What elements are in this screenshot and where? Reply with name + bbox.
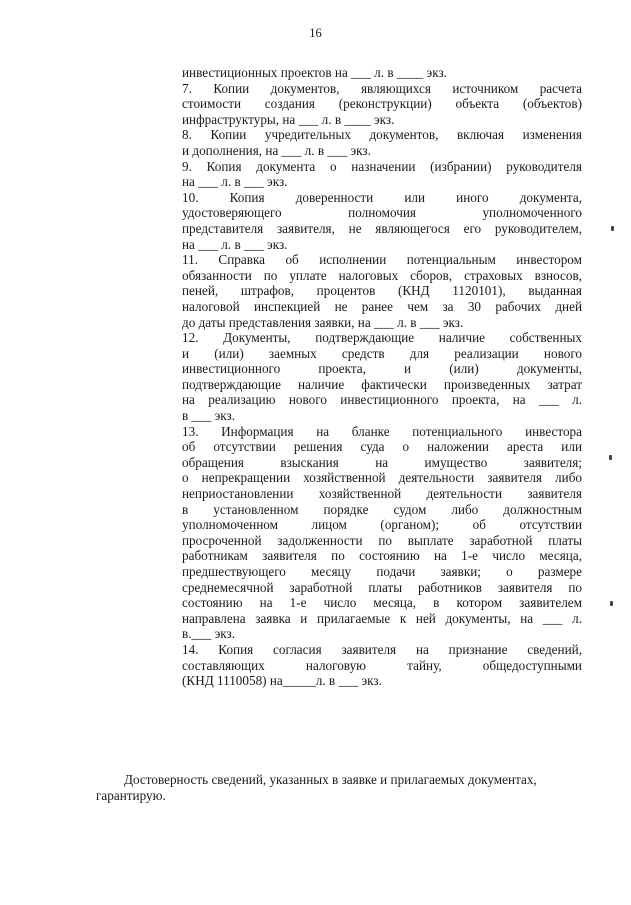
list-item-line: в.___ экз. [182, 626, 236, 642]
closing-line-1: Достоверность сведений, указанных в заявке и прилагаемых документах, [124, 772, 537, 787]
list-item-line: на реализацию нового инвестиционного проекта, на ___ л. [182, 392, 582, 408]
list-item-line: 10. Копия доверенности или иного документа, [182, 189, 582, 205]
list-item [182, 330, 582, 424]
list-item-line: в установленном порядке судом либо должностным [182, 501, 582, 517]
list-item-line: инфраструктуры, на ___ л. в ____ экз. [182, 111, 395, 127]
list-item-line: представителя заявителя, не являющегося его руководителем, [182, 220, 582, 236]
list-item-line: неприостановлении хозяйственной деятельности заявителя [182, 486, 582, 502]
list-item-line: 12. Документы, подтверждающие наличие собственных [182, 330, 582, 346]
closing-statement [96, 772, 596, 804]
list-item-line: и дополнения, на ___ л. в ___ экз. [182, 142, 371, 158]
list-item-line: состоянию на 1-е число месяца, в котором заявителем [182, 595, 582, 611]
list-item-line: пеней, штрафов, процентов (КНД 1120101), выданная [182, 283, 582, 299]
list-item-line: инвестиционных проектов на ___ л. в ____ экз. [182, 65, 447, 80]
list-item-line: работникам заявителя по состоянию на 1-е число месяца, [182, 548, 582, 564]
list-item-line: удостоверяющего полномочия уполномоченного [182, 205, 582, 221]
list-item-line: уполномоченном лицом (органом); об отсутствии [182, 517, 582, 533]
list-item-line: инвестиционного проекта, и (или) документы, [182, 361, 582, 377]
list-item-line: предшествующего месяцу подачи заявки; о размере [182, 564, 582, 579]
list-item-line: направлена заявка и прилагаемые к ней документы, на ___ л. [182, 610, 582, 626]
list-item-line: и (или) заемных средств для реализации нового [182, 345, 582, 361]
list-item-line: на ___ л. в ___ экз. [182, 236, 288, 252]
list-item-line: 11. Справка об исполнении потенциальным инвестором [182, 252, 582, 268]
list-item-line: обращения взыскания на имущество заявителя; [182, 454, 582, 470]
list-item-line: налоговой инспекцией не ранее чем за 30 рабочих дней [182, 298, 582, 314]
list-item-line: просроченной задолженности по выплате заработной платы [182, 532, 582, 548]
list-item-line: обязанности по уплате налоговых сборов, страховых взносов, [182, 267, 582, 283]
list-item-line: (КНД 1110058) на_____л. в ___ экз. [182, 673, 382, 689]
scan-speck [611, 226, 614, 231]
list-item [182, 642, 582, 689]
list-item [182, 159, 582, 190]
list-item-line: 8. Копии учредительных документов, включая изменения [182, 127, 582, 143]
page-number: 16 [309, 26, 322, 40]
list-item-line: 13. Информация на бланке потенциального инвестора [182, 423, 582, 439]
list-item-line: 14. Копия согласия заявителя на признание сведений, [182, 641, 582, 657]
list-item-line: об отсутствии решения суда о наложении ареста или [182, 439, 582, 455]
list-item-line: составляющих налоговую тайну, общедоступными [182, 657, 582, 673]
list-item-line: на ___ л. в ___ экз. [182, 174, 288, 190]
list-item-line: в ___ экз. [182, 408, 236, 424]
list-item [182, 127, 582, 158]
list-item [182, 65, 582, 81]
scan-speck [609, 455, 612, 460]
list-item [182, 424, 582, 642]
list-item-line: подтверждающие наличие фактически произведенных затрат [182, 376, 582, 392]
scan-speck [610, 601, 613, 606]
list-item-line: до даты представления заявки, на ___ л. в ___ экз. [182, 314, 464, 330]
list-item [182, 252, 582, 330]
closing-line-2: гарантирую. [96, 788, 166, 803]
document-list [182, 65, 582, 689]
list-item-line: 9. Копия документа о назначении (избрании) руководителя [182, 158, 582, 174]
list-item [182, 190, 582, 252]
list-item-line: стоимости создания (реконструкции) объекта (объектов) [182, 96, 582, 112]
list-item-line: о непрекращении хозяйственной деятельности заявителя либо [182, 470, 582, 486]
list-item-line: среднемесячной заработной платы работников заявителя по [182, 579, 582, 595]
list-item-line: 7. Копии документов, являющихся источником расчета [182, 80, 582, 96]
list-item [182, 81, 582, 128]
